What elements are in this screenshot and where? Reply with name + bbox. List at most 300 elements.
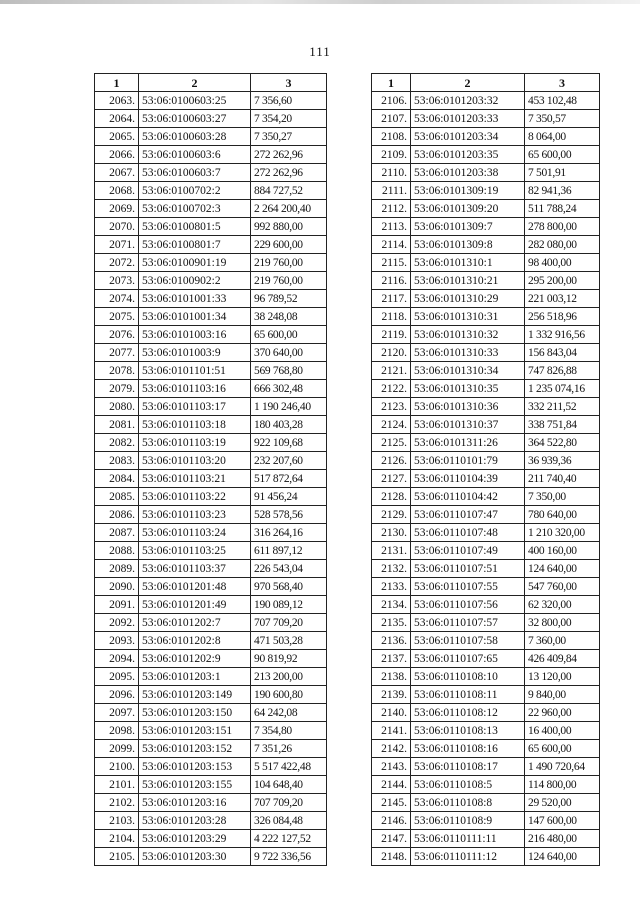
value-cell: 1 235 074,16 (525, 380, 600, 398)
value-cell: 211 740,40 (525, 470, 600, 488)
row-number-cell: 2079. (95, 380, 139, 398)
table-row (372, 740, 600, 758)
row-number-cell: 2065. (95, 128, 139, 146)
cadastral-number-cell: 53:06:0101310:1 (411, 254, 525, 272)
row-number-cell: 2122. (372, 380, 411, 398)
row-number-cell: 2093. (95, 632, 139, 650)
value-cell: 471 503,28 (251, 632, 327, 650)
value-cell: 1 210 320,00 (525, 524, 600, 542)
value-cell: 229 600,00 (251, 236, 327, 254)
table-row (95, 596, 327, 614)
row-number-cell: 2078. (95, 362, 139, 380)
table-row (95, 740, 327, 758)
value-cell: 7 354,20 (251, 110, 327, 128)
row-number-cell: 2094. (95, 650, 139, 668)
table-row (372, 596, 600, 614)
table-header-row (372, 74, 600, 92)
cadastral-number-cell: 53:06:0101103:18 (139, 416, 251, 434)
table-row (372, 326, 600, 344)
value-cell: 9 722 336,56 (251, 848, 327, 866)
table-row (95, 182, 327, 200)
cadastral-number-cell: 53:06:0101310:36 (411, 398, 525, 416)
cadastral-number-cell: 53:06:0100702:2 (139, 182, 251, 200)
value-cell: 9 840,00 (525, 686, 600, 704)
cadastral-number-cell: 53:06:0110108:9 (411, 812, 525, 830)
row-number-cell: 2119. (372, 326, 411, 344)
row-number-cell: 2097. (95, 704, 139, 722)
table-row (372, 164, 600, 182)
cadastral-number-cell: 53:06:0101203:149 (139, 686, 251, 704)
row-number-cell: 2147. (372, 830, 411, 848)
cadastral-number-cell: 53:06:0100603:25 (139, 92, 251, 110)
row-number-cell: 2103. (95, 812, 139, 830)
table-row (95, 686, 327, 704)
row-number-cell: 2092. (95, 614, 139, 632)
cadastral-number-cell: 53:06:0101103:17 (139, 398, 251, 416)
value-cell: 65 600,00 (525, 740, 600, 758)
table-row (95, 812, 327, 830)
table-row (95, 470, 327, 488)
row-number-cell: 2087. (95, 524, 139, 542)
value-cell: 528 578,56 (251, 506, 327, 524)
table-row (95, 92, 327, 110)
cadastral-number-cell: 53:06:0110108:5 (411, 776, 525, 794)
value-cell: 16 400,00 (525, 722, 600, 740)
table-row (372, 668, 600, 686)
table-row (372, 470, 600, 488)
row-number-cell: 2114. (372, 236, 411, 254)
value-cell: 338 751,84 (525, 416, 600, 434)
table-row (372, 92, 600, 110)
table-row (372, 344, 600, 362)
scan-edge-line (0, 0, 640, 4)
table-row (372, 434, 600, 452)
value-cell: 282 080,00 (525, 236, 600, 254)
row-number-cell: 2096. (95, 686, 139, 704)
row-number-cell: 2144. (372, 776, 411, 794)
table-row (95, 416, 327, 434)
table-row (372, 632, 600, 650)
cadastral-number-cell: 53:06:0101203:1 (139, 668, 251, 686)
cadastral-number-cell: 53:06:0101203:155 (139, 776, 251, 794)
table-row (95, 632, 327, 650)
cadastral-number-cell: 53:06:0101103:20 (139, 452, 251, 470)
row-number-cell: 2080. (95, 398, 139, 416)
row-number-cell: 2145. (372, 794, 411, 812)
cadastral-number-cell: 53:06:0110107:57 (411, 614, 525, 632)
value-cell: 7 360,00 (525, 632, 600, 650)
value-cell: 65 600,00 (525, 146, 600, 164)
row-number-cell: 2141. (372, 722, 411, 740)
cadastral-number-cell: 53:06:0101203:30 (139, 848, 251, 866)
table-row (372, 506, 600, 524)
cadastral-number-cell: 53:06:0110107:51 (411, 560, 525, 578)
cadastral-number-cell: 53:06:0110111:12 (411, 848, 525, 866)
value-cell: 82 941,36 (525, 182, 600, 200)
value-cell: 13 120,00 (525, 668, 600, 686)
column-header-number: 1 (372, 74, 411, 92)
table-row (95, 704, 327, 722)
value-cell: 5 517 422,48 (251, 758, 327, 776)
table-row (95, 326, 327, 344)
value-cell: 226 543,04 (251, 560, 327, 578)
table-row (95, 524, 327, 542)
column-header-value: 3 (251, 74, 327, 92)
value-cell: 400 160,00 (525, 542, 600, 560)
row-number-cell: 2088. (95, 542, 139, 560)
table-row (372, 308, 600, 326)
value-cell: 666 302,48 (251, 380, 327, 398)
table-row (95, 776, 327, 794)
table-row (95, 758, 327, 776)
cadastral-number-cell: 53:06:0110107:56 (411, 596, 525, 614)
row-number-cell: 2104. (95, 830, 139, 848)
cadastral-number-cell: 53:06:0101103:22 (139, 488, 251, 506)
value-cell: 1 190 246,40 (251, 398, 327, 416)
row-number-cell: 2070. (95, 218, 139, 236)
value-cell: 29 520,00 (525, 794, 600, 812)
cadastral-number-cell: 53:06:0101203:34 (411, 128, 525, 146)
row-number-cell: 2115. (372, 254, 411, 272)
cadastral-number-cell: 53:06:0110101:79 (411, 452, 525, 470)
row-number-cell: 2131. (372, 542, 411, 560)
value-cell: 2 264 200,40 (251, 200, 327, 218)
table-row (95, 146, 327, 164)
cadastral-number-cell: 53:06:0110107:58 (411, 632, 525, 650)
value-cell: 611 897,12 (251, 542, 327, 560)
value-cell: 992 880,00 (251, 218, 327, 236)
value-cell: 91 456,24 (251, 488, 327, 506)
row-number-cell: 2084. (95, 470, 139, 488)
cadastral-number-cell: 53:06:0110104:39 (411, 470, 525, 488)
value-cell: 1 332 916,56 (525, 326, 600, 344)
value-cell: 190 600,80 (251, 686, 327, 704)
cadastral-number-cell: 53:06:0101203:35 (411, 146, 525, 164)
row-number-cell: 2121. (372, 362, 411, 380)
row-number-cell: 2106. (372, 92, 411, 110)
cadastral-number-cell: 53:06:0100603:27 (139, 110, 251, 128)
row-number-cell: 2066. (95, 146, 139, 164)
table-row (95, 236, 327, 254)
cadastral-number-cell: 53:06:0101203:152 (139, 740, 251, 758)
column-header-number: 1 (95, 74, 139, 92)
table-row (95, 452, 327, 470)
table-row (95, 488, 327, 506)
table-row (372, 290, 600, 308)
cadastral-number-cell: 53:06:0101310:32 (411, 326, 525, 344)
value-cell: 62 320,00 (525, 596, 600, 614)
value-cell: 219 760,00 (251, 272, 327, 290)
row-number-cell: 2101. (95, 776, 139, 794)
row-number-cell: 2109. (372, 146, 411, 164)
cadastral-number-cell: 53:06:0101203:29 (139, 830, 251, 848)
table-body-left (95, 92, 327, 866)
row-number-cell: 2099. (95, 740, 139, 758)
value-cell: 884 727,52 (251, 182, 327, 200)
cadastral-number-cell: 53:06:0110107:49 (411, 542, 525, 560)
cadastral-number-cell: 53:06:0110111:11 (411, 830, 525, 848)
value-cell: 707 709,20 (251, 794, 327, 812)
value-cell: 180 403,28 (251, 416, 327, 434)
table-row (95, 362, 327, 380)
page-number: 111 (309, 44, 331, 59)
value-cell: 219 760,00 (251, 254, 327, 272)
value-cell: 96 789,52 (251, 290, 327, 308)
row-number-cell: 2116. (372, 272, 411, 290)
table-row (372, 254, 600, 272)
cadastral-number-cell: 53:06:0110108:13 (411, 722, 525, 740)
row-number-cell: 2124. (372, 416, 411, 434)
cadastral-number-cell: 53:06:0101309:19 (411, 182, 525, 200)
row-number-cell: 2095. (95, 668, 139, 686)
row-number-cell: 2140. (372, 704, 411, 722)
value-cell: 364 522,80 (525, 434, 600, 452)
table-row (95, 614, 327, 632)
row-number-cell: 2111. (372, 182, 411, 200)
cadastral-number-cell: 53:06:0101310:34 (411, 362, 525, 380)
cadastral-number-cell: 53:06:0101001:33 (139, 290, 251, 308)
value-cell: 156 843,04 (525, 344, 600, 362)
table-row (372, 794, 600, 812)
table-row (95, 344, 327, 362)
value-cell: 8 064,00 (525, 128, 600, 146)
cadastral-number-cell: 53:06:0101001:34 (139, 308, 251, 326)
row-number-cell: 2069. (95, 200, 139, 218)
row-number-cell: 2126. (372, 452, 411, 470)
table-row (372, 722, 600, 740)
table-row (95, 200, 327, 218)
cadastral-number-cell: 53:06:0101311:26 (411, 434, 525, 452)
row-number-cell: 2064. (95, 110, 139, 128)
row-number-cell: 2143. (372, 758, 411, 776)
value-cell: 32 800,00 (525, 614, 600, 632)
cadastral-number-cell: 53:06:0101203:38 (411, 164, 525, 182)
table-row (95, 542, 327, 560)
cadastral-number-cell: 53:06:0101310:21 (411, 272, 525, 290)
value-cell: 922 109,68 (251, 434, 327, 452)
table-row (372, 398, 600, 416)
value-cell: 7 501,91 (525, 164, 600, 182)
table-row (372, 578, 600, 596)
table-row (372, 758, 600, 776)
cadastral-number-cell: 53:06:0101103:19 (139, 434, 251, 452)
row-number-cell: 2077. (95, 344, 139, 362)
table-row (372, 686, 600, 704)
cadastral-number-cell: 53:06:0101310:33 (411, 344, 525, 362)
table-row (95, 722, 327, 740)
cadastral-number-cell: 53:06:0110108:11 (411, 686, 525, 704)
row-number-cell: 2146. (372, 812, 411, 830)
cadastral-number-cell: 53:06:0110108:16 (411, 740, 525, 758)
table-row (372, 182, 600, 200)
cadastral-number-cell: 53:06:0101309:7 (411, 218, 525, 236)
register-table-left (94, 73, 327, 866)
row-number-cell: 2074. (95, 290, 139, 308)
table-header-row (95, 74, 327, 92)
table-row (95, 434, 327, 452)
row-number-cell: 2090. (95, 578, 139, 596)
row-number-cell: 2091. (95, 596, 139, 614)
row-number-cell: 2120. (372, 344, 411, 362)
value-cell: 221 003,12 (525, 290, 600, 308)
column-header-cadastral-number: 2 (411, 74, 525, 92)
row-number-cell: 2068. (95, 182, 139, 200)
table-row (372, 146, 600, 164)
cadastral-number-cell: 53:06:0101203:151 (139, 722, 251, 740)
value-cell: 511 788,24 (525, 200, 600, 218)
table-row (372, 380, 600, 398)
value-cell: 332 211,52 (525, 398, 600, 416)
value-cell: 216 480,00 (525, 830, 600, 848)
row-number-cell: 2083. (95, 452, 139, 470)
table-row (95, 848, 327, 866)
value-cell: 124 640,00 (525, 848, 600, 866)
table-row (95, 254, 327, 272)
table-row (372, 614, 600, 632)
row-number-cell: 2123. (372, 398, 411, 416)
row-number-cell: 2128. (372, 488, 411, 506)
cadastral-number-cell: 53:06:0110107:47 (411, 506, 525, 524)
cadastral-number-cell: 53:06:0100801:7 (139, 236, 251, 254)
table-row (372, 236, 600, 254)
value-cell: 7 350,57 (525, 110, 600, 128)
cadastral-number-cell: 53:06:0101203:150 (139, 704, 251, 722)
cadastral-number-cell: 53:06:0110104:42 (411, 488, 525, 506)
table-row (372, 848, 600, 866)
value-cell: 7 354,80 (251, 722, 327, 740)
value-cell: 22 960,00 (525, 704, 600, 722)
row-number-cell: 2142. (372, 740, 411, 758)
table-row (95, 272, 327, 290)
cadastral-number-cell: 53:06:0110107:65 (411, 650, 525, 668)
cadastral-number-cell: 53:06:0101103:23 (139, 506, 251, 524)
value-cell: 38 248,08 (251, 308, 327, 326)
row-number-cell: 2125. (372, 434, 411, 452)
value-cell: 232 207,60 (251, 452, 327, 470)
row-number-cell: 2085. (95, 488, 139, 506)
table-row (372, 128, 600, 146)
value-cell: 7 356,60 (251, 92, 327, 110)
cadastral-number-cell: 53:06:0100603:28 (139, 128, 251, 146)
row-number-cell: 2082. (95, 434, 139, 452)
table-row (95, 650, 327, 668)
row-number-cell: 2127. (372, 470, 411, 488)
table-row (372, 830, 600, 848)
register-table-right (371, 73, 600, 866)
table-row (95, 290, 327, 308)
row-number-cell: 2076. (95, 326, 139, 344)
cadastral-number-cell: 53:06:0101202:8 (139, 632, 251, 650)
value-cell: 517 872,64 (251, 470, 327, 488)
value-cell: 970 568,40 (251, 578, 327, 596)
value-cell: 124 640,00 (525, 560, 600, 578)
value-cell: 278 800,00 (525, 218, 600, 236)
value-cell: 104 648,40 (251, 776, 327, 794)
cadastral-number-cell: 53:06:0110107:55 (411, 578, 525, 596)
row-number-cell: 2138. (372, 668, 411, 686)
cadastral-number-cell: 53:06:0101310:29 (411, 290, 525, 308)
table-row (95, 578, 327, 596)
table-row (372, 452, 600, 470)
table-row (95, 794, 327, 812)
row-number-cell: 2081. (95, 416, 139, 434)
table-row (95, 110, 327, 128)
value-cell: 213 200,00 (251, 668, 327, 686)
cadastral-number-cell: 53:06:0101309:20 (411, 200, 525, 218)
row-number-cell: 2105. (95, 848, 139, 866)
row-number-cell: 2112. (372, 200, 411, 218)
value-cell: 114 800,00 (525, 776, 600, 794)
table-row (372, 362, 600, 380)
table-row (372, 200, 600, 218)
table-row (95, 398, 327, 416)
table-row (372, 272, 600, 290)
table-row (372, 110, 600, 128)
table-body-right (372, 92, 600, 866)
row-number-cell: 2107. (372, 110, 411, 128)
cadastral-number-cell: 53:06:0101103:24 (139, 524, 251, 542)
value-cell: 569 768,80 (251, 362, 327, 380)
row-number-cell: 2133. (372, 578, 411, 596)
row-number-cell: 2148. (372, 848, 411, 866)
table-row (95, 128, 327, 146)
row-number-cell: 2136. (372, 632, 411, 650)
cadastral-number-cell: 53:06:0101203:32 (411, 92, 525, 110)
cadastral-number-cell: 53:06:0100702:3 (139, 200, 251, 218)
row-number-cell: 2130. (372, 524, 411, 542)
row-number-cell: 2129. (372, 506, 411, 524)
row-number-cell: 2067. (95, 164, 139, 182)
cadastral-number-cell: 53:06:0100603:6 (139, 146, 251, 164)
cadastral-number-cell: 53:06:0101003:16 (139, 326, 251, 344)
cadastral-number-cell: 53:06:0100901:19 (139, 254, 251, 272)
cadastral-number-cell: 53:06:0101003:9 (139, 344, 251, 362)
table-row (372, 416, 600, 434)
cadastral-number-cell: 53:06:0101203:33 (411, 110, 525, 128)
row-number-cell: 2075. (95, 308, 139, 326)
value-cell: 272 262,96 (251, 146, 327, 164)
value-cell: 7 351,26 (251, 740, 327, 758)
value-cell: 453 102,48 (525, 92, 600, 110)
row-number-cell: 2089. (95, 560, 139, 578)
value-cell: 295 200,00 (525, 272, 600, 290)
table-row (95, 218, 327, 236)
value-cell: 707 709,20 (251, 614, 327, 632)
cadastral-number-cell: 53:06:0101310:35 (411, 380, 525, 398)
row-number-cell: 2118. (372, 308, 411, 326)
cadastral-number-cell: 53:06:0110107:48 (411, 524, 525, 542)
row-number-cell: 2135. (372, 614, 411, 632)
row-number-cell: 2134. (372, 596, 411, 614)
value-cell: 7 350,27 (251, 128, 327, 146)
cadastral-number-cell: 53:06:0101202:9 (139, 650, 251, 668)
cadastral-number-cell: 53:06:0101103:37 (139, 560, 251, 578)
cadastral-number-cell: 53:06:0101202:7 (139, 614, 251, 632)
row-number-cell: 2137. (372, 650, 411, 668)
row-number-cell: 2072. (95, 254, 139, 272)
cadastral-number-cell: 53:06:0101103:16 (139, 380, 251, 398)
value-cell: 370 640,00 (251, 344, 327, 362)
table-row (95, 668, 327, 686)
value-cell: 272 262,96 (251, 164, 327, 182)
cadastral-number-cell: 53:06:0101310:31 (411, 308, 525, 326)
table-row (95, 308, 327, 326)
cadastral-number-cell: 53:06:0101103:21 (139, 470, 251, 488)
table-row (95, 164, 327, 182)
row-number-cell: 2117. (372, 290, 411, 308)
row-number-cell: 2108. (372, 128, 411, 146)
table-row (372, 650, 600, 668)
